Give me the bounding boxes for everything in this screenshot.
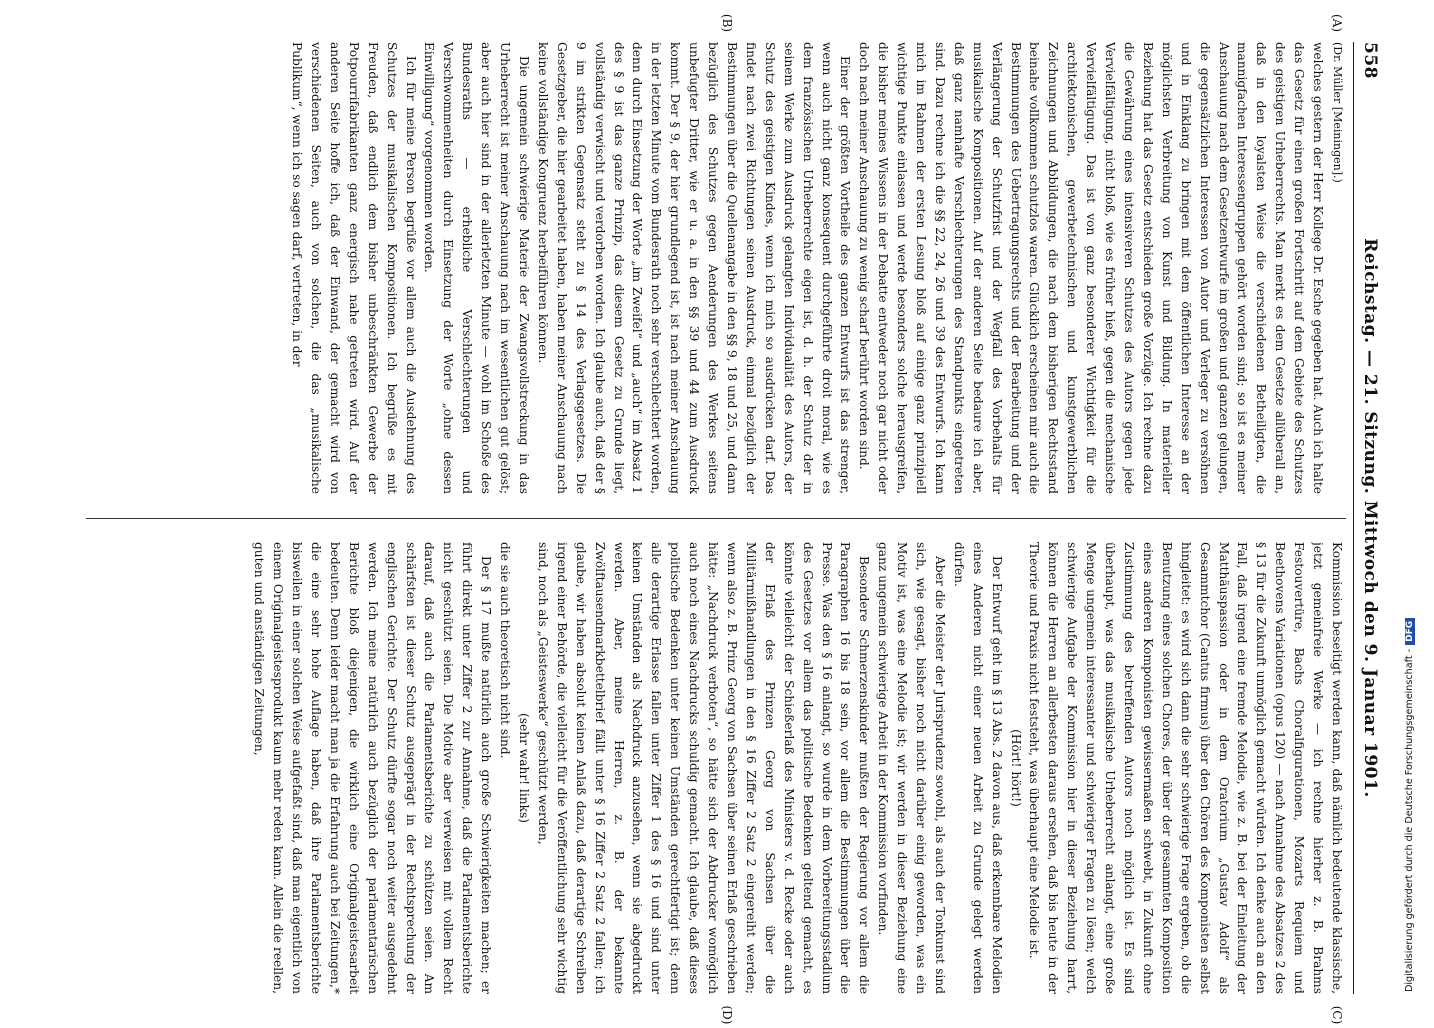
digitization-text: Digitalisierung gefördert durch die Deutsche Forschungsgemeinschaft - <box>1404 648 1415 992</box>
paragraph: Der § 17 mußte natürlich auch große Schwierigkeiten machen; er führt direkt unter Ziffer 2 zur Annahme, daß die Parlamentsberichte nicht geschützt seien. Die Motive aber verweisen mit vollem Recht darauf, daß auch die Parlamentsberichte zu schützen seien. Am schärfsten ist dieser Schutz ausgeprägt in der Rechtsprechung der englischen Gerichte. Der Schutz dürfte sogar noch weiter ausgedehnt werden. Ich meine natürlich auch bezüglich der parlamentarischen Berichte bloß diejenigen, die wirklich eine Originalgeistesarbeit bedeuten. Denn leider macht man ja die Erfahrung auch bei Zeitungen,* die eine sehr hohe Auflage haben, daß ihre Parlamentsberichte bisweilen in einer solchen Weise aufgefaßt sind, daß man eigentlich von einem Originalgeistesprodukt kaum mehr reden kann. Allein die reellen, guten und anständigen Zeitungen, <box>252 542 494 994</box>
paragraph: die sie auch theoretisch nicht sind. <box>498 542 513 759</box>
page-number: 558 <box>1360 42 1380 79</box>
page-header <box>1356 42 1380 994</box>
paragraph: Besondere Schmerzenskinder mußten der Regierung vor allem die Paragraphen 16 bis 18 sein, vor allem die Bestimmungen über die Presse. Was den § 16 anlangt, so wurde in dem Vorbereitungsstadium des Gesetzes vor allem das politische Bedenken geltend gemacht, es könnte vielleicht der Schießerlaß des Ministers v. d. Recke oder auch der Erlaß des Prinzen Georg von Sachsen über die Militärmißhandlungen in den § 16 Ziffer 2 Satz 2 eingereiht werden; wenn also z. B. Prinz Georg von Sachsen über seinen Erlaß geschrieben hätte: „Nachdruck verboten“, so hätte sich der Abdrucker womöglich auch noch eines Nachdrucks schuldig gemacht. Ich glaube, daß dieses politische Bedenken unter keinen Umständen gerechtfertigt ist; denn alle derartige Erlasse fallen unter Ziffer 1 des § 16 und sind unter keinen Umständen als Nachdruck anzusehen, wenn sie abgedruckt werden. Aber, meine Herren, z. B. der bekannte Zwölftausendmarkbettelbrief fällt unter § 16 Ziffer 2 Satz 2 fallen; ich glaube, wir haben absolut keinen Anlaß dazu, daß derartige Schreiben irgend einer Behörde, die vielleicht für die Veröffentlichung sehr wichtig sind, noch als „Geisteswerke“ geschützt werden, <box>535 542 872 994</box>
margin-marker-c: (C) <box>1330 1005 1344 1025</box>
paragraph: welches gestern der Herr Kollege Dr. Esche gegeben hat. Auch ich halte das Gesetz für einen großen Fortschritt auf dem Gebiete des Schutzes des geistigen Urheberrechts. Man merkt es dem Gesetze allüberall an, daß in den loyalsten Weise die verschiedenen Betheiligten, die mannigfachen Interessengruppen gehört worden sind; so ist es meiner Anschauung nach dem Gesetzentwurfe im großen und ganzen gelungen, die gegensätzlichen Interessen von Autor und Verleger zu versöhnen und in Einklang zu bringen mit dem öffentlichen Interesse an der möglichsten Verbreitung von Kunst und Bildung. In materieller Beziehung hat das Gesetz entschieden große Vorzüge. Ich rechne dazu die Gewährung eines intensiveren Schutzes des Autors gegen jede Vervielfältigung, nicht bloß, wie es früher hieß, gegen die mechanische Vervielfältigung. Das ist von ganz besonderer Wichtigkeit für die architektonischen, gewerbetechnischen und kunstgewerblichen Zeichnungen und Abbildungen, die nach dem bisherigen Rechtsstand beinahe vollkommen schutzlos waren. Glücklich erscheinen mir auch die Bestimmungen des Uebertragungsrechts und der Bearbeitung und der Verlängerung der Schutzfrist und der Wegfall des Vorbehalts für musikalische Kompositionen. Auf der anderen Seite bedaure ich aber, daß ganz namhafte Verschlechterungen des Standpunkts eingetreten sind. Dazu rechne ich die §§ 22, 24, 26 und 39 des Entwurfs. Ich kann mich im Rahmen der ersten Lesung bloß auf einige ganz prinzipiell wichtige Punkte einlassen und werde besonders solche herausgreifen, die bisher meines Wissens in der Debatte entweder noch gar nicht oder doch nach meiner Anschauung zu wenig scharf berührt worden sind. <box>857 42 1326 494</box>
paragraph: Der Entwurf geht im § 13 Abs. 2 davon aus, daß erkennbare Melodien eines Anderen nicht einer neuen Arbeit zu Grunde gelegt werden dürfen. <box>951 542 1004 994</box>
paragraph: Ich für meine Person begrüße vor allem auch die Ausdehnung des Schutzes der musikalischen Kompositionen. Ich begrüße es mit Freuden, daß endlich dem bisher unbeschränkten Gewerbe der Potpourrifabrikanten ganz energisch nahe getreten wird. Auf der anderen Seite hoffe ich, daß der Einwand, der gemacht wird von verschiedenen Seiten, auch von solchen, die das „musikalische Publikum“, wenn ich so sagen darf, vertreten, in der <box>290 42 418 494</box>
digitization-note <box>1404 8 1418 992</box>
dfg-logo: DFG <box>1405 618 1415 645</box>
header-rule <box>1353 42 1354 994</box>
right-column <box>76 542 1346 994</box>
column-divider <box>86 518 1346 519</box>
paragraph: Einer der größten Vortheile des ganzen Entwurfs ist das strenger, wenn auch nicht ganz konsequent durchgeführte droit moral, wie es dem französischen Urheberrechte eigen ist, d. h. der Schutz der in seinem Werke zum Ausdruck gelangten Individualität des Autors, der Schutz des geistigen Kindes, wenn ich mich so ausdrücken darf. Das findet nach zwei Richtungen seinen Ausdruck, einmal bezüglich der Bestimmungen über die Quellenangabe in den §§ 9, 18 und 25, und dann bezüglich des Schutzes gegen Aenderungen des Werkes seitens unbefugter Dritter, wie er u. a. in den §§ 39 und 44 zum Ausdruck kommt. Der § 9, der hier grundlegend ist, ist nach meiner Anschauung in der letzten Minute vom Bundesrath noch sehr verschlechtert worden, denn durch Einsetzung der Worte „im Zweifel“ und „auch“ im Absatz 1 des § 9 ist das ganze Prinzip, das diesem Gesetz zu Grunde liegt, vollständig verwischt und verdorben worden. Ich glaube auch, daß der § 9 im strikten Gegensatz steht zu § 14 des Verlagsgesetzes. Die Gesetzgeber, die hier gearbeitet haben, haben meiner Anschauung nach keine vollständige Kongruenz herbeiführen können. <box>535 42 853 494</box>
page-title: Reichstag. — 21. Sitzung. Mittwoch den 9. Januar 1901. <box>1360 238 1380 798</box>
rotated-page <box>60 13 1380 1025</box>
interjection: (sehr wahr! links) <box>517 713 532 823</box>
margin-marker-d: (D) <box>720 1005 734 1025</box>
paragraph: Aber die Meister der Jurisprudenz sowohl, als auch der Tonkunst sind sich, wie gesagt, bisher noch nicht darüber einig geworden, was ein Motiv ist, was eine Melodie ist; wir werden in dieser Beziehung eine ganz ungemein schwierige Arbeit in der Kommission vorfinden. <box>876 542 947 994</box>
left-column <box>76 42 1346 494</box>
paragraph: Die ungemein schwierige Materie der Zwangsvollstreckung in das Urheberrecht ist meiner Anschauung nach im wesentlichen gut gelöst; aber auch hier sind in der allerletzten Minute — wohl im Schoße des Bundesraths — erhebliche Verschlechterungen und Verschwommenheiten durch Einsetzung der Worte „ohne dessen Einwilligung“ vorgenommen worden. <box>422 42 532 494</box>
paragraph: Kommission beseitigt werden kann, daß nämlich bedeutende klassische, jetzt gemeinfreie Werke — ich rechne hierher z. B. Brahms Festouvertüre, Bachs Choralfigurationen, Mozarts Requiem und Beethovens Variationen (opus 120) — nach Annahme des Absatzes 2 des § 13 für die Zukunft unmöglich gemacht würden. Ich denke auch an den Fall, daß irgend eine fremde Melodie, wie z. B. bei der Einleitung der Matthäuspassion oder in dem Oratorium „Gustav Adolf“ als Gesammtchor (Cantus firmus) über den Chören des Komponisten selbst hingleitet: es wird sich dann die sehr schwierige Frage ergeben, ob die Benutzung eines solchen Chores, der über der gesammten Komposition eines anderen Komponisten gewissermaßen schwebt, in Zukunft ohne Zustimmung des betreffenden Autors noch möglich ist. Es sind überhaupt, was das musikalische Urheberrecht anlangt, eine große Menge ungemein interessanter und schwieriger Fragen zu lösen; welch schwierige Aufgabe der Kommission hier in dieser Beziehung harrt, können die Herren an allerbesten daraus ersehen, daß bis heute in der Theorie und Praxis nicht feststeht, was überhaupt eine Melodie ist. <box>1027 542 1344 994</box>
margin-marker-a: (A) <box>1330 13 1344 33</box>
margin-marker-b: (B) <box>720 13 734 33</box>
speaker-reference: (Dr. Müller [Meiningen].) <box>1331 42 1344 183</box>
interjection: (Hört! hört!) <box>1008 729 1023 807</box>
